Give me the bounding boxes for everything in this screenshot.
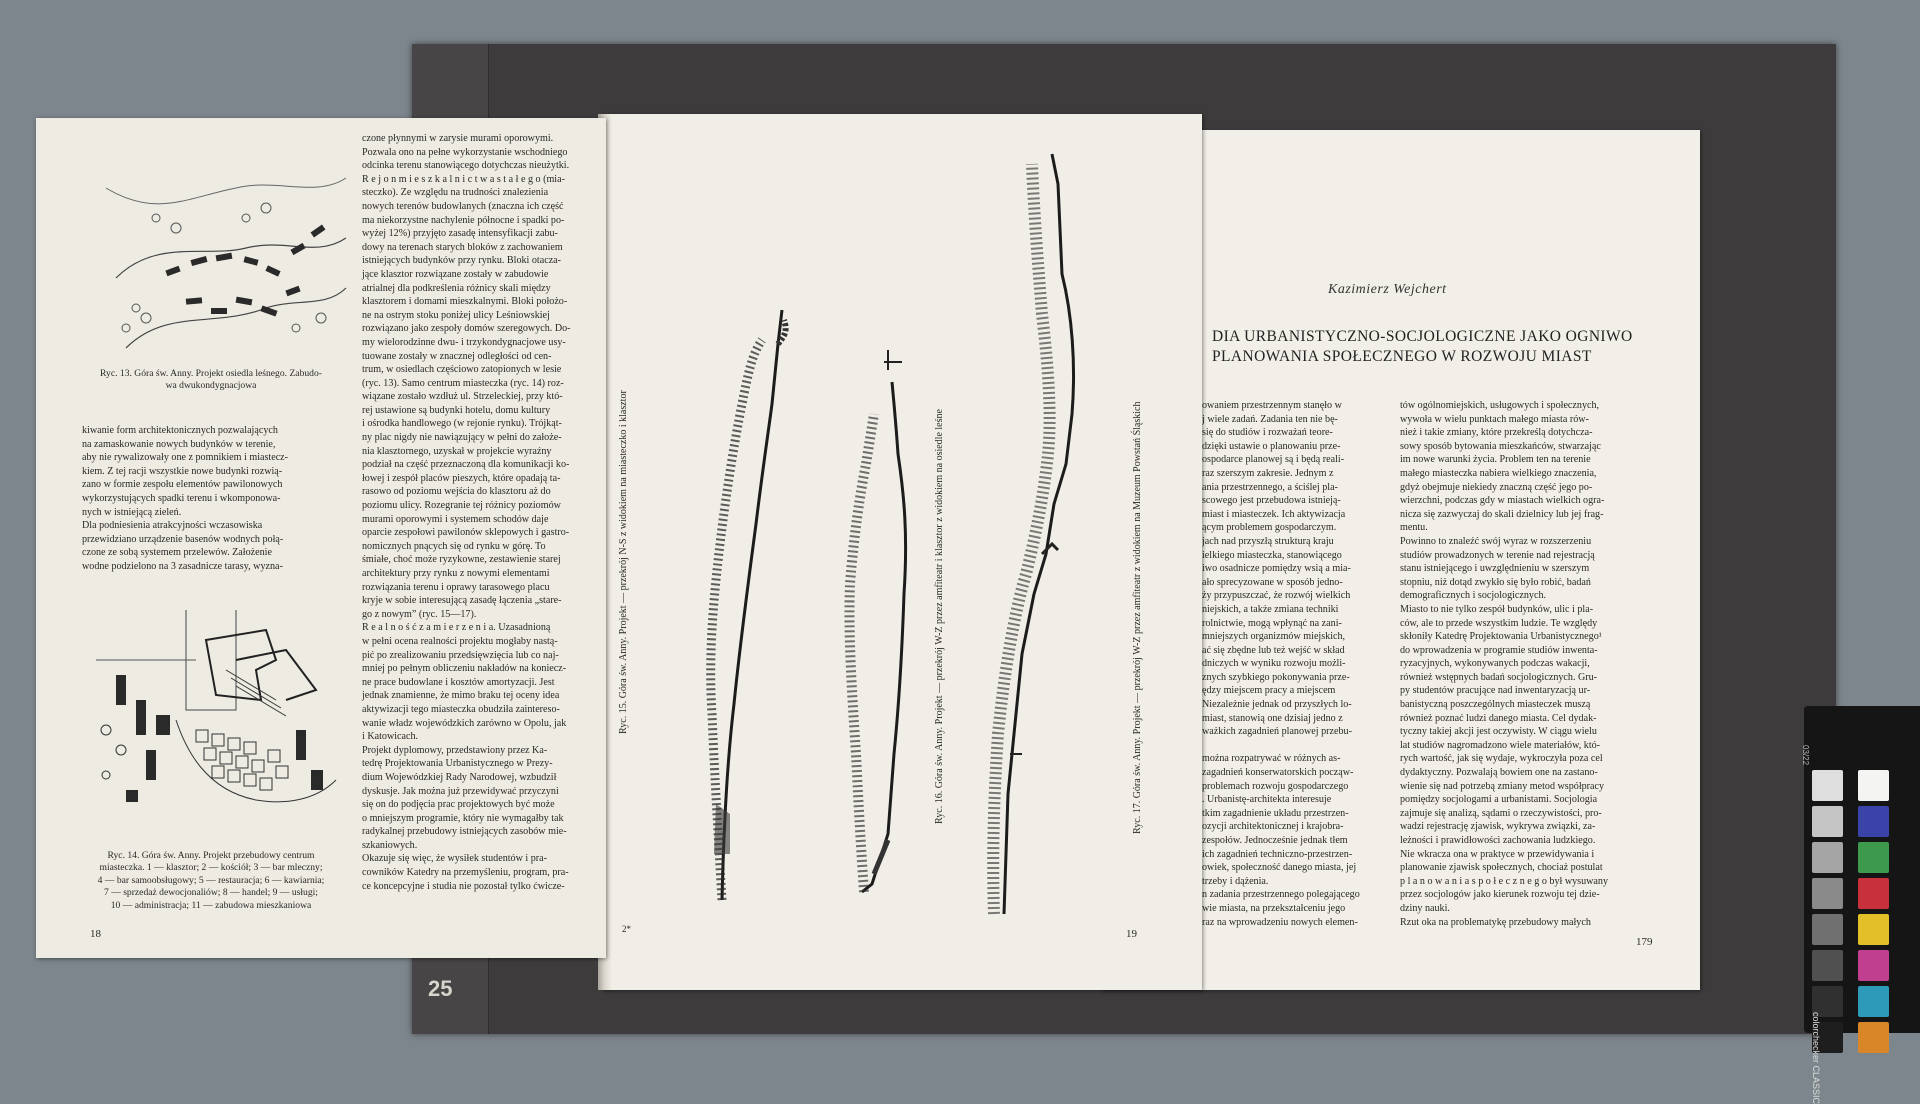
page-number: 19 (1126, 928, 1137, 940)
color-swatch (1812, 770, 1843, 801)
color-checker-code: 03/22 (1801, 745, 1810, 766)
figure-13-plan (96, 158, 356, 368)
caption-ryc-13: Ryc. 13. Góra św. Anny. Projekt osiedla leśnego. Zabudo- wa dwukondygnacjowa (100, 368, 322, 392)
color-swatch (1858, 770, 1889, 801)
board-number: 25 (428, 976, 453, 1001)
signature-marker: 2* (622, 924, 631, 934)
color-swatch (1812, 914, 1843, 945)
section-drawing-16 (849, 350, 905, 892)
color-swatch (1812, 950, 1843, 981)
page-number: 18 (90, 928, 101, 940)
article-title-line2: PLANOWANIA SPOŁECZNEGO W ROZWOJU MIAST (1212, 348, 1592, 365)
article-column-1: owaniem przestrzennym stanęło w j wiele zadań. Zadania ten nie bę- się do studiów i rozważań teore- dzięki ustawie o planowaniu prze- ospodarce planowej są i będą reali- raz szerszym zakresie. Jednym z ania przestrzennego, a ściślej pla- scowego jest przebudowa istnieją- miast i miasteczek. Ich aktywizacja ącym problemem gospodarczym. jach nad przyszłą strukturą kraju ielkiego miasteczka, stanowiącego iwo osadnicze pomiędzy wsią a mia- ało sprecyzowane w sposób jedno- ży przypuszczać, że rozwój wielkich niejskich, a także zmiana techniki rolnictwie, mogą wpłynąć na zani- mniejszych organizmów miejskich, ać się zbędne lub też wejść w skład dniczych w wyniku rozwoju możli- znych szybkiego pokonywania prze- ędzy miejscem pracy a miejscem Niezależnie jednak od przyszłych lo- miast, stanowią one dzisiaj jedno z ważkich zagadnień planowej przebu- można rozpatrywać w różnych as- zagadnień konserwatorskich począw- problemach rozwoju gospodarczego . Urbanistę-architekta interesuje tkim zagadnienie układu przestrzen- ozycji architektonicznej i krajobra- zespołów. Jednocześnie jednak tłem ich zagadnień techniczno-przestrzen- owiek, społeczność danego miasta, jej trzeby i dążenia. n zadania przestrzennego polegającego wie miasta, na przekształceniu jego raz na wprowadzeniu nowych elemen- (1202, 400, 1360, 928)
color-swatch (1812, 806, 1843, 837)
author-name: Kazimierz Wejchert (1328, 282, 1447, 297)
color-swatch (1812, 842, 1843, 873)
text-column-1: kiwanie form architektonicznych pozwalających na zamaskowanie nowych budynków w terenie, aby nie rywalizowały one z pomnikiem i miastecz- kiem. Z tej racji wszystkie nowe budynki rozwią- zano w formie zespołu elementów pawilonowych wykorzystujących spadki terenu i wkomponowa- nych w istniejącą zieleń. Dla podniesienia atrakcyjności wczasowiska przewidziano urządzenie basenów wodnych połą- czone ze sobą systemem przelewów. Założenie wodne podzielono na 3 zasadnicze tarasy, wyzna- (82, 425, 289, 572)
color-swatch (1812, 878, 1843, 909)
section-drawings (602, 114, 1202, 990)
page-number: 179 (1636, 936, 1653, 948)
color-swatch (1858, 878, 1889, 909)
color-swatch (1858, 950, 1889, 981)
color-swatch (1858, 1022, 1889, 1053)
article-column-2: tów ogólnomiejskich, usługowych i społecznych, wywoła w wielu punktach małego miasta rów- nież i takie zmiany, które przekreślą dotychcza- sowy sposób bytowania mieszkańców, stwarzając im nowe warunki życia. Problem ten na terenie małego miasteczka nabiera wielkiego znaczenia, gdyż obejmuje niekiedy znaczną część jego po- wierzchni, podczas gdy w miastach wielkich ogra- nicza się zazwyczaj do skali dzielnicy lub jej frag- mentu. Powinno to znaleźć swój wyraz w rozszerzeniu studiów prowadzonych w terenie nad rejestracją stanu istniejącego i uwzględnieniu w szerszym stopniu, niż dotąd zwykło się było robić, badań demograficznych i socjologicznych. Miasto to nie tylko zespół budynków, ulic i pla- ców, ale to przede wszystkim ludzie. Te względy skłoniły Katedrę Projektowania Urbanistycznego¹ do wprowadzenia w programie studiów inwenta- ryzacyjnych, wykonywanych podczas wakacji, również wstępnych badań socjologicznych. Gru- py studentów pracujące nad inwentaryzacją ur- banistyczną poszczególnych miasteczek muszą również poznać ludzi danego miasta. Cel dydak- tyczny takiej akcji jest oczywisty. W ciągu wielu lat studiów nagromadzono wiele materiałów, któ- rych wartość, jak się wydaje, wykroczyła poza cel dydaktyczny. Pozwalają bowiem one na zastano- wienie się nad potrzebą zmiany metod współpracy pomiędzy socjologami a urbanistami. Socjologia zajmuje się analizą, sądami o rzeczywistości, pro- wadzi rejestrację zjawisk, wykrywa związki, za- leżności i prawidłowości zachowania ludzkiego. Nie wkracza ona w praktyce w przewidywania i planowanie zjawisk społecznych, chociaż postulat p l a n o w a n i a s p o ł e c z n e g o był wysuwany przez socjologów jako kierunek rozwoju tej dzie- dziny nauki. Rzut oka na problematykę przebudowy małych (1400, 400, 1609, 928)
article-title-line1: DIA URBANISTYCZNO-SOCJOLOGICZNE JAKO OGNIWO (1212, 328, 1633, 345)
figure-14-plan (86, 600, 356, 830)
color-swatch (1858, 914, 1889, 945)
color-swatch (1858, 986, 1889, 1017)
page-left (36, 118, 606, 958)
section-drawing-17 (993, 154, 1073, 914)
color-checker-label: colorchecker CLASSIC (1811, 1012, 1821, 1104)
color-swatch (1858, 806, 1889, 837)
caption-ryc-17: Ryc. 17. Góra św. Anny. Projekt — przekrój W-Z przez amfiteatr z widokiem na Muzeum Powstań Śląskich (1132, 401, 1143, 834)
color-swatch (1858, 842, 1889, 873)
caption-ryc-14: Ryc. 14. Góra św. Anny. Projekt przebudowy centrum miasteczka. 1 — klasztor; 2 — kościół; 3 — bar mleczny; 4 — bar samoobsługowy; 5 — restauracja; 6 — kawiarnia; 7 — sprzedaż dewocjonaliów; 8 — handel; 9 — usługi; 10 — administracja; 11 — zabudowa mieszkaniowa (97, 850, 325, 911)
text-column-2: czone płynnymi w zarysie murami oporowymi. Pozwala ono na pełne wykorzystanie wschodniego odcinka terenu stanowiącego dotychczas nieużytki. R e j o n m i e s z k a l n i c t w a s t a ł e g o (mia- steczko). Ze względu na trudności znalezienia nowych terenów budowlanych (znaczna ich część ma niekorzystne nachylenie północne i spadki po- wyżej 12%) przyjęto zasadę intensyfikacji zabu- dowy na terenach starych bloków z zachowaniem istniejących budynków przy rynku. Bloki otacza- jące klasztor rozwiązane zostały w zabudowie atrialnej dla podkreślenia różnicy skali między klasztorem i domami mieszkalnymi. Bloki położo- ne na ostrym stoku poniżej ulicy Leśniowskiej rozwiązano jako zespoły domów szeregowych. Do- my wielorodzinne dwu- i trzykondygnacjowe usy- tuowane zostały w znacznej odległości od cen- trum, w osiedlach częściowo zatopionych w lesie (ryc. 13). Samo centrum miasteczka (ryc. 14) roz- wiązane zostało wzdłuż ul. Strzeleckiej, przy któ- rej ustawione są budynki hotelu, domu kultury i ośrodka handlowego (w rejonie rynku). Trójkąt- ny plac nigdy nie nawiązujący w pełni do założe- nia klasztornego, uzyskał w projekcie wyraźny podział na część przeznaczoną dla komunikacji ko- łowej i zespół placów pieszych, które opadają ta- rasowo od poziomu wejścia do klasztoru aż do poziomu ulicy. Rozegranie tej różnicy poziomów murami oporowymi i systemem schodów daje oparcie zespołowi pawilonów sklepowych i gastro- nomicznych pnących się od rynku w górę. To śmiałe, choć może ryzykowne, zestawienie starej architektury przy rynku z nowymi elementami rozwiązania terenu i oprawy tarasowego placu kryje w sobie interesującą zasadę łączenia „stare- go z nowym” (ryc. 15—17). R e a l n o ś ć z a m i e r z e n i a. Uzasadnioną w pełni ocena realności projektu mogłaby nastą- pić po zrealizowaniu przedsięwzięcia lub co naj- mniej po pełnym obliczeniu nakładów na koniecz- ne prace budowlane i kosztów amortyzacji. Jest jednak znamienne, że mimo braku tej oceny idea aktywizacji tego miasteczka obudziła zaintereso- wanie władz wojewódzkich zarówno w Opolu, jak i Katowicach. Projekt dyplomowy, przedstawiony przez Ka- tedrę Projektowania Urbanistycznego w Prezy- dium Wojewódzkiej Rady Narodowej, wzbudził dyskusje. Jak można już przewidywać przyczyni się on do podjęcia prac projektowych być może o mniejszym programie, który nie wymagałby tak radykalnej przebudowy istniejących zasobów mie- szkaniowych. Okazuje się więc, że wysiłek studentów i pra- cowników Katedry na przemyśleniu, program, pra- ce koncepcyjne i studia nie pozostał tylko ćwicze- (362, 133, 571, 892)
section-drawing-15 (711, 310, 786, 900)
caption-ryc-16: Ryc. 16. Góra św. Anny. Projekt — przekrój W-Z przez amfiteatr i klasztor z widokiem na osiedle leśne (934, 409, 945, 824)
caption-ryc-15: Ryc. 15. Góra św. Anny. Projekt — przekrój N-S z widokiem na miasteczko i klasztor (618, 390, 629, 734)
page-middle (602, 114, 1202, 990)
